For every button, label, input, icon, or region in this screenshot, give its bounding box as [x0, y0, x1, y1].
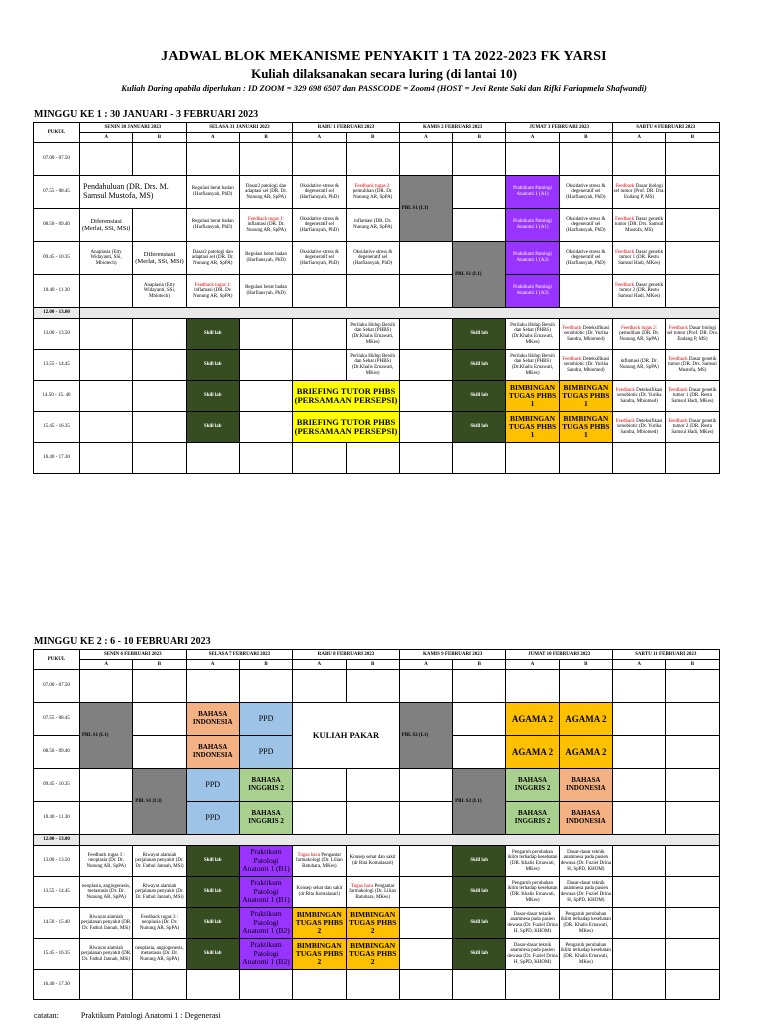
week1-heading: MINGGU KE 1 : 30 JANUARI - 3 FEBRUARI 2023	[34, 109, 259, 120]
session-cell: Anaplasia (Etty Widayanti, SSi, Mbiotech)	[80, 242, 133, 275]
skill-lab-cell: Skill lab	[186, 350, 239, 381]
time-cell: 07.55 - 08.45	[34, 703, 80, 736]
group-b: B	[133, 660, 186, 670]
session-cell: Oksidative stress & degeneratif sel (Harfiansyah, PhD)	[346, 242, 399, 275]
praktikum-cell: Praktikum Patologi Anatomi 1 (A2)	[506, 242, 559, 275]
feedback-label: Feedback	[668, 325, 688, 331]
praktikum-cell: Praktikum Patologi Anatomi 1 (B1)	[239, 877, 292, 908]
session-cell: Diferensiasi (Merlat, SSi, MSi)	[80, 209, 133, 242]
skill-lab-cell: Skill lab	[186, 908, 239, 939]
session-cell: Riwayat alamiah perjalanan penyakit (Dr. Dr. Fathul Jannah, MSi)	[133, 877, 186, 908]
agama-cell: AGAMA 2	[559, 703, 612, 736]
session-cell: Dasar-dasar teknik anamnesa pada pasien dewasa (Dr. Fuziel Drina H, SpPD, KHOM)	[559, 846, 612, 877]
time-cell: 16.40 - 17.30	[34, 443, 80, 474]
session-cell	[346, 176, 399, 209]
session-cell	[346, 877, 399, 908]
feedback-text: Deteksifikasi xenobiotic (Dr. Yurika Sandra, Mbiomed)	[616, 418, 663, 435]
tugas-label: Tugas baca	[350, 883, 374, 889]
day-header: KAMIS 9 FEBRUARI 2023	[399, 650, 506, 660]
feedback-text: inflamasi (DR. Dr. Nunung AR, SpPA)	[246, 222, 286, 233]
session-cell	[666, 319, 719, 350]
feedback-text: Deteksifikasi xenobiotic (Dr. Yurika Sandra, Mbiomed)	[616, 387, 663, 404]
agama-cell: AGAMA 2	[506, 736, 559, 769]
tugas-text: Pengantar farmakologi (Dr. Lilian Batubara, MKes)	[295, 852, 343, 869]
feedback-label: Feedback	[615, 282, 635, 288]
time-cell: 07.00 - 07.50	[34, 143, 80, 176]
session-cell	[612, 412, 665, 443]
session-cell: Dasar2 patologi dan adaptasi sel (DR. Dr. Nunung AR, SpPA)	[239, 176, 292, 209]
session-cell: Konsep sehat dan sakit (dr Rita Komalasari)	[293, 877, 346, 908]
feedback-text: inflamasi (DR. Dr. Nunung AR, SpPA)	[193, 288, 233, 299]
session-cell	[239, 209, 292, 242]
session-cell	[612, 176, 665, 209]
briefing-cell: BRIEFING TUTOR PHBS (PERSAMAAN PERSEPSI)	[293, 412, 400, 443]
praktikum-cell: Praktikum Patologi Anatomi 1 (A2)	[506, 275, 559, 308]
group-b: B	[559, 133, 612, 143]
bahasa-inggris-cell: BAHASA INGGRIS 2	[239, 802, 292, 835]
session-cell: neoplasia, angiogenesis, metastasis (Dr. Dr. Nunung AR, SpPA)	[80, 877, 133, 908]
feedback-label: Feedback tugas 1:	[194, 282, 231, 288]
footnote-label: catatan:	[34, 1011, 59, 1020]
session-cell: Oksidative stress & degeneratif sel (Harfiansyah, PhD)	[559, 176, 612, 209]
day-header: SENIN 30 JANUARI 2023	[80, 123, 187, 133]
time-cell: 09.45 - 10.35	[34, 769, 80, 802]
session-cell	[559, 350, 612, 381]
feedback-text: Dasar genetik tumor 2 (DR. Restu Samsul Hadi, MKes)	[618, 282, 664, 299]
footnote	[34, 1011, 241, 1020]
footnote-text: Praktikum Patologi Anatomi 1 : Degenerasi	[80, 1011, 221, 1020]
skill-lab-cell: Skill lab	[453, 939, 506, 970]
session-cell: Riwayat alamiah perjalanan penyakit (DR. Dr. Fathul Jannah, MSi)	[80, 908, 133, 939]
day-header: JUMAT 3 FEBRUARI 2023	[506, 123, 613, 133]
time-cell: 08.50 - 09.40	[34, 209, 80, 242]
skill-lab-cell: Skill lab	[186, 319, 239, 350]
feedback-label: Feedback tugas 2:	[621, 325, 658, 331]
session-cell: Pengaruh perubahan iklim terhadap kesehatan (DR. Khalis Ernawati, MKes)	[506, 846, 559, 877]
group-a: A	[80, 660, 133, 670]
session-cell: Dasar-dasar teknik anamnesa pada pasien dewasa (Dr. Fuziel Drina H, SpPD, KHOM)	[506, 908, 559, 939]
feedback-label: Feedback	[668, 418, 688, 424]
group-a: A	[612, 660, 665, 670]
bimbingan-cell: BIMBINGAN TUGAS PHBS 1	[506, 412, 559, 443]
feedback-label: Feedback	[668, 387, 688, 393]
session-cell: Pengaruh perubahan iklim terhadap kesehatan (DR. Khalis Ernawati, MKes)	[506, 877, 559, 908]
skill-lab-cell: Skill lab	[186, 412, 239, 443]
feedback-text: Dasar genetik tumor (DR. Drs. Samsul Mustofa, MS)	[668, 356, 717, 373]
ppd-cell: PPD	[239, 703, 292, 736]
time-cell: 10.40 - 11.30	[34, 802, 80, 835]
praktikum-cell: Praktikum Patologi Anatomi 1 (B2)	[239, 939, 292, 970]
agama-cell: AGAMA 2	[559, 736, 612, 769]
time-cell: 09.45 - 10.35	[34, 242, 80, 275]
pbl-cell: PBL S1 (L3)	[133, 769, 186, 835]
skill-lab-cell: Skill lab	[453, 846, 506, 877]
session-cell: neoplasia, angiogenesis, metastasis (Dr. Dr. Nunung AR, SpPA)	[133, 939, 186, 970]
bahasa-indonesia-cell: BAHASA INDONESIA	[559, 802, 612, 835]
session-cell	[666, 381, 719, 412]
kuliah-pakar-cell: KULIAH PAKAR	[293, 703, 400, 769]
feedback-text: Deteksifikasi xenobiotic (Dr. Yurika Sandra, Mbiomed)	[563, 356, 610, 373]
praktikum-cell: Praktikum Patologi Anatomi 1 (A1)	[506, 176, 559, 209]
feedback-text: Deteksifikasi xenobiotic (Dr. Yurika Sandra, Mbiomed)	[563, 325, 610, 342]
pbl-cell: PBL S2 (L1)	[453, 769, 506, 835]
feedback-label: Feedback	[615, 249, 635, 255]
feedback-label: Feedback	[615, 183, 635, 189]
bimbingan-cell: BIMBINGAN TUGAS PHBS 2	[293, 908, 346, 939]
pbl-cell: PBL S2 (L1)	[399, 703, 452, 769]
session-cell: Anaplasia (Etty Widayanti, SSi, Mbiotech)	[133, 275, 186, 308]
session-cell: Regulasi berat badan (Harfiansyah, PhD)	[186, 209, 239, 242]
group-a: A	[399, 660, 452, 670]
group-a: A	[186, 660, 239, 670]
session-cell: Dasar-dasar teknik anamnesa pada pasien dewasa (Dr. Fuziel Drina H, SpPD, KHOM)	[559, 877, 612, 908]
session-cell: Dasar-dasar teknik anamnesa pada pasien dewasa (Dr. Fuziel Drina H, SpPD, KHOM)	[506, 939, 559, 970]
ppd-cell: PPD	[186, 802, 239, 835]
day-header: SELASA 31 JANUARI 2023	[186, 123, 293, 133]
group-a: A	[612, 133, 665, 143]
skill-lab-cell: Skill lab	[186, 846, 239, 877]
zoom-info: Kuliah Daring apabila diperlukan : ID ZOOM = 329 698 6507 dan PASSCODE = Zoom4 (HOST = Jevi Rente Saki dan Rifki Fariapmela Shafwandi)	[121, 83, 647, 93]
day-header: SELASA 7 FEBRUARI 2023	[186, 650, 293, 660]
session-cell	[186, 275, 239, 308]
break-row: 12.00 - 13.00	[34, 308, 80, 319]
group-a: A	[80, 133, 133, 143]
group-a: A	[399, 133, 452, 143]
skill-lab-cell: Skill lab	[186, 939, 239, 970]
session-cell: Oksidative stress & degeneratif sel (Harfiansyah, PhD)	[559, 242, 612, 275]
skill-lab-cell: Skill lab	[453, 381, 506, 412]
time-cell: 07.00 - 07.50	[34, 670, 80, 703]
session-cell: Regulasi berat badan (Harfiansyah, PhD)	[239, 275, 292, 308]
pbl-cell: PBL S1 (L1)	[80, 703, 133, 769]
pukul-header: PUKUL	[34, 123, 80, 143]
praktikum-cell: Praktikum Patologi Anatomi 1 (B1)	[239, 846, 292, 877]
day-header: KAMIS 2 FEBRUARI 2023	[399, 123, 506, 133]
session-cell: inflamasi (DR. Dr. Nunung AR, SpPA)	[612, 350, 665, 381]
week2-table	[33, 649, 720, 1000]
group-b: B	[453, 133, 506, 143]
bahasa-inggris-cell: BAHASA INGGRIS 2	[506, 769, 559, 802]
feedback-text: pemulihan (DR. Dr. Nunung AR, SpPA)	[619, 331, 659, 342]
session-cell: Riwayat alamiah perjalanan penyakit (Dr. Dr. Fathul Jannah, MSi)	[133, 846, 186, 877]
session-cell: Pendahuluan (DR. Drs. M. Samsul Mustofa, MS)	[80, 176, 187, 209]
group-b: B	[239, 133, 292, 143]
session-cell: Pengaruh perubahan iklim terhadap kesehatan (DR. Khalis Ernawati, MKes)	[559, 939, 612, 970]
briefing-cell: BRIEFING TUTOR PHBS (PERSAMAAN PERSEPSI)	[293, 381, 400, 412]
day-header: RABU 8 FEBRUARI 2023	[293, 650, 400, 660]
session-cell: Riwayat alamiah perjalanan penyakit (DR. Dr. Fathul Jannah, MSi)	[80, 939, 133, 970]
feedback-text: Dasar biologi sel tumor (Prof. DR. Dra. Endang P, MS)	[613, 183, 665, 200]
bahasa-indonesia-cell: BAHASA INDONESIA	[559, 769, 612, 802]
time-cell: 13.55 - 14.45	[34, 350, 80, 381]
group-b: B	[453, 660, 506, 670]
time-cell: 13.00 - 13.50	[34, 319, 80, 350]
bahasa-indonesia-cell: BAHASA INDONESIA	[186, 703, 239, 736]
group-b: B	[346, 133, 399, 143]
group-b: B	[666, 660, 719, 670]
skill-lab-cell: Skill lab	[186, 877, 239, 908]
time-cell: 07.55 - 08.45	[34, 176, 80, 209]
feedback-label: Feedback	[615, 387, 635, 393]
session-cell: inflamasi (DR. Dr. Nunung AR, SpPA)	[346, 209, 399, 242]
skill-lab-cell: Skill lab	[453, 908, 506, 939]
time-cell: 14.50 - 15. 40	[34, 381, 80, 412]
praktikum-cell: Praktikum Patologi Anatomi 1 (B2)	[239, 908, 292, 939]
feedback-text: Dasar biologi sel tumor (Prof. DR. Dra. Endang P, MS)	[666, 325, 718, 342]
group-b: B	[559, 660, 612, 670]
skill-lab-cell: Skill lab	[186, 381, 239, 412]
day-header: SABTU 4 FEBRUARI 2023	[612, 123, 719, 133]
session-cell: Oksidative stress & degeneratif sel (Harfiansyah, PhD)	[293, 209, 346, 242]
feedback-label: Feedback	[562, 325, 582, 331]
page-subtitle: Kuliah dilaksanakan secara luring (di lantai 10)	[251, 66, 517, 81]
skill-lab-cell: Skill lab	[453, 412, 506, 443]
feedback-label: Feedback	[615, 216, 635, 222]
week2-heading: MINGGU KE 2 : 6 - 10 FEBRUARI 2023	[34, 636, 211, 647]
time-cell: 10.40 - 11.30	[34, 275, 80, 308]
group-b: B	[666, 133, 719, 143]
pbl-cell: PBL S1 (L1)	[453, 242, 506, 308]
session-cell: Perilaku Hidup Bersih dan Sehat (PHBS) (Dr.Khalis Ernawati, MKes)	[506, 350, 559, 381]
skill-lab-cell: Skill lab	[453, 350, 506, 381]
feedback-text: Dasar genetik tumor 1 (DR. Restu Samsul Hadi, MKes)	[618, 249, 664, 266]
time-cell: 08.50 - 09.40	[34, 736, 80, 769]
feedback-text: Dasar genetik tumor 2 (DR. Restu Samsul Hadi, MKes)	[671, 418, 717, 435]
bahasa-indonesia-cell: BAHASA INDONESIA	[186, 736, 239, 769]
pukul-header: PUKUL	[34, 650, 80, 670]
session-cell	[666, 412, 719, 443]
session-cell	[666, 350, 719, 381]
session-cell	[612, 319, 665, 350]
session-cell: Perilaku Hidup Bersih dan Sehat (PHBS) (Dr.Khalis Ernawati, MKes)	[506, 319, 559, 350]
tugas-label: Tugas baca	[297, 852, 320, 858]
session-cell	[612, 209, 665, 242]
group-a: A	[506, 660, 559, 670]
time-cell: 13.00 - 13.50	[34, 846, 80, 877]
day-header: RABU 1 FEBRUARI 2023	[293, 123, 400, 133]
session-cell	[293, 846, 346, 877]
feedback-label: Feedback	[668, 356, 688, 362]
group-b: B	[346, 660, 399, 670]
session-cell: Dasar2 patologi dan adaptasi sel (DR. Dr. Nunung AR, SpPA)	[186, 242, 239, 275]
bimbingan-cell: BIMBINGAN TUGAS PHBS 1	[506, 381, 559, 412]
bahasa-inggris-cell: BAHASA INGGRIS 2	[506, 802, 559, 835]
bimbingan-cell: BIMBINGAN TUGAS PHBS 2	[346, 939, 399, 970]
ppd-cell: PPD	[186, 769, 239, 802]
day-header: JUMAT 10 FEBRUARI 2023	[506, 650, 613, 660]
session-cell: Feedback tugas 3 : neoplasia (Dr. Dr. Nunung AR, SpPA)	[80, 846, 133, 877]
time-cell: 16.40 - 17.30	[34, 970, 80, 1000]
praktikum-cell: Praktikum Patologi Anatomi 1 (A1)	[506, 209, 559, 242]
session-cell: Perilaku Hidup Bersih dan Sehat (PHBS) (Dr.Khalis Ernawati, MKes)	[346, 319, 399, 350]
feedback-label: Feedback tugas 1:	[248, 216, 285, 222]
session-cell: Oksidative stress & degeneratif sel (Harfiansyah, PhD)	[559, 209, 612, 242]
session-cell: Konsep sehat dan sakit (dr Rita Komalasari)	[346, 846, 399, 877]
session-cell: Pengaruh perubahan iklim terhadap kesehatan (DR. Khalis Ernawati, MKes)	[559, 908, 612, 939]
time-cell: 15.45 - 16.35	[34, 412, 80, 443]
bimbingan-cell: BIMBINGAN TUGAS PHBS 1	[559, 412, 612, 443]
agama-cell: AGAMA 2	[506, 703, 559, 736]
group-a: A	[186, 133, 239, 143]
break-row: 12.00 - 13.00	[34, 835, 80, 846]
session-cell	[612, 275, 665, 308]
time-cell: 15.45 - 16.35	[34, 939, 80, 970]
ppd-cell: PPD	[239, 736, 292, 769]
week1-table	[33, 122, 720, 474]
day-header: SENIN 6 FEBRUARI 2023	[80, 650, 187, 660]
session-cell: Regulasi berat badan (Harfiansyah, PhD)	[239, 242, 292, 275]
page-title: JADWAL BLOK MEKANISME PENYAKIT 1 TA 2022-2023 FK YARSI	[161, 49, 607, 64]
group-b: B	[133, 133, 186, 143]
bimbingan-cell: BIMBINGAN TUGAS PHBS 2	[293, 939, 346, 970]
feedback-label: Feedback	[562, 356, 582, 362]
bahasa-inggris-cell: BAHASA INGGRIS 2	[239, 769, 292, 802]
group-a: A	[293, 133, 346, 143]
session-cell	[612, 381, 665, 412]
tugas-text: Pengantar farmakologi (Dr. Lilian Batubara, MKes)	[349, 883, 397, 900]
feedback-text: pemulihan (DR. Dr. Nunung AR, SpPA)	[352, 189, 393, 200]
session-cell: Oksidative stress & degeneratif sel (Harfiansyah, PhD)	[293, 176, 346, 209]
group-a: A	[506, 133, 559, 143]
feedback-text: Dasar genetik tumor (DR. Drs. Samsul Mustofa, MS)	[614, 216, 664, 233]
session-cell: Perilaku Hidup Bersih dan Sehat (PHBS) (Dr.Khalis Ernawati, MKes)	[346, 350, 399, 381]
session-cell: Oksidative stress & degeneratif sel (Harfiansyah, PhD)	[293, 242, 346, 275]
session-cell: Feedback tugas 3 : neoplasia (Dr. Dr. Nunung AR, SpPA)	[133, 908, 186, 939]
bimbingan-cell: BIMBINGAN TUGAS PHBS 1	[559, 381, 612, 412]
bimbingan-cell: BIMBINGAN TUGAS PHBS 2	[346, 908, 399, 939]
session-cell: Diferensiasi (Merlat, SSi, MSi)	[133, 242, 186, 275]
day-header: SABTU 11 FEBRUARI 2023	[612, 650, 719, 660]
skill-lab-cell: Skill lab	[453, 877, 506, 908]
pbl-cell: PBL S1 (L1)	[399, 176, 452, 242]
feedback-text: Dasar genetik tumor 1 (DR. Restu Samsul Hadi, MKes)	[671, 387, 717, 404]
time-cell: 14.50 - 15.40	[34, 908, 80, 939]
time-cell: 13.55 - 14.45	[34, 877, 80, 908]
session-cell	[559, 319, 612, 350]
feedback-label: Feedback	[615, 418, 635, 424]
group-b: B	[239, 660, 292, 670]
group-a: A	[293, 660, 346, 670]
session-cell	[612, 242, 665, 275]
feedback-label: Feedback tugas 2:	[354, 183, 391, 189]
skill-lab-cell: Skill lab	[453, 319, 506, 350]
session-cell: Regulasi berat badan (Harfiansyah, PhD)	[186, 176, 239, 209]
